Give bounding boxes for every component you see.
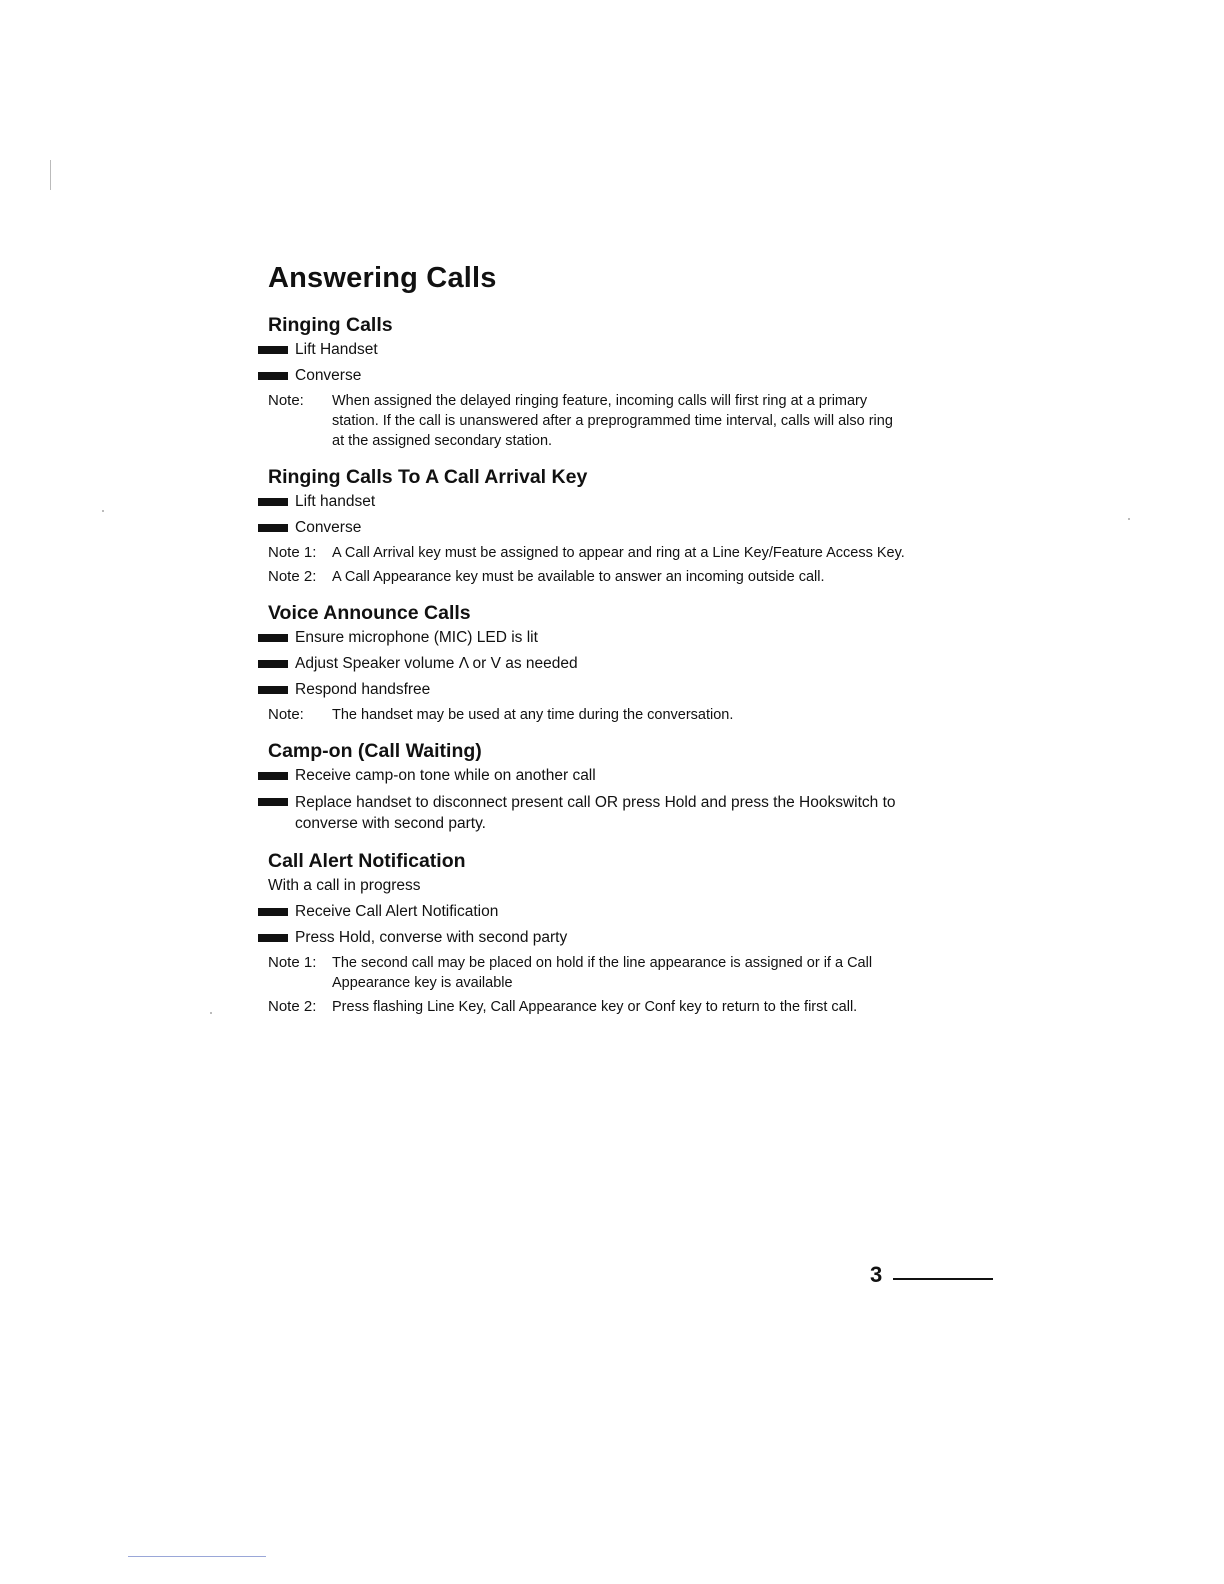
step-text: Adjust Speaker volume Λ or V as needed: [295, 655, 578, 672]
step-item: [258, 363, 908, 389]
note-text: Press flashing Line Key, Call Appearance key or Conf key to return to the first call.: [332, 999, 858, 1015]
section-ringing-calls: [258, 313, 908, 451]
note-label: Note 2:: [268, 998, 317, 1015]
step-text: Ensure microphone (MIC) LED is lit: [295, 629, 538, 646]
section-heading: Voice Announce Calls: [268, 602, 471, 624]
section-heading: Ringing Calls: [268, 314, 393, 336]
scan-speck: [50, 160, 51, 190]
note: [268, 391, 908, 451]
note-text: The handset may be used at any time during the conversation.: [332, 707, 734, 723]
step-item: [258, 899, 908, 925]
note-label: Note 1:: [268, 544, 317, 561]
step-text: Receive Call Alert Notification: [295, 903, 499, 920]
scan-speck: [210, 1012, 212, 1014]
step-item: [258, 489, 908, 515]
bullet-marker-icon: [258, 524, 288, 532]
step-item: [258, 925, 908, 951]
page-content: [258, 313, 908, 1021]
bullet-marker-icon: [258, 634, 288, 642]
step-item: [258, 337, 908, 363]
section-call-alert-notification: [258, 849, 908, 1017]
note-label: Note 2:: [268, 568, 317, 585]
page-title: Answering Calls: [268, 262, 497, 294]
note-label: Note 1:: [268, 954, 317, 971]
step-item: [258, 515, 908, 541]
note-label: Note:: [268, 706, 304, 723]
note: [268, 543, 908, 563]
section-heading: Camp-on (Call Waiting): [268, 740, 482, 762]
section-camp-on: [258, 739, 908, 837]
page-number: 3: [870, 1262, 883, 1287]
bullet-marker-icon: [258, 686, 288, 694]
step-item: [258, 789, 908, 837]
bullet-marker-icon: [258, 498, 288, 506]
scan-speck: [1128, 518, 1130, 520]
step-text: Replace handset to disconnect present call OR press Hold and press the Hookswitch to converse with second party.: [295, 794, 896, 832]
bullet-marker-icon: [258, 772, 288, 780]
page-number-rule: [893, 1278, 993, 1280]
bullet-marker-icon: [258, 908, 288, 916]
bullet-marker-icon: [258, 660, 288, 668]
note: [268, 567, 908, 587]
scan-speck: [102, 510, 104, 512]
step-item: [258, 651, 908, 677]
note-label: Note:: [268, 392, 304, 409]
bullet-marker-icon: [258, 798, 288, 806]
step-item: [258, 625, 908, 651]
note-text: The second call may be placed on hold if the line appearance is assigned or if a Call Appearance key is available: [332, 955, 873, 991]
bullet-marker-icon: [258, 372, 288, 380]
step-text: Respond handsfree: [295, 681, 431, 698]
note-text: A Call Appearance key must be available to answer an incoming outside call.: [332, 569, 825, 585]
step-item: [258, 763, 908, 789]
note-text: When assigned the delayed ringing feature, incoming calls will first ring at a primary station. If the call is unanswered after a preprogrammed time interval, calls will also ring at the assigned secondary station.: [332, 393, 893, 449]
step-item: [258, 677, 908, 703]
step-text: Receive camp-on tone while on another call: [295, 767, 596, 784]
step-text: Press Hold, converse with second party: [295, 929, 568, 946]
section-heading: Ringing Calls To A Call Arrival Key: [268, 466, 588, 488]
step-text: Lift handset: [295, 493, 376, 510]
note: [268, 705, 908, 725]
note: [268, 997, 908, 1017]
section-heading: Call Alert Notification: [268, 850, 466, 872]
step-text: Lift Handset: [295, 341, 378, 358]
bullet-marker-icon: [258, 346, 288, 354]
note-text: A Call Arrival key must be assigned to appear and ring at a Line Key/Feature Access Key.: [332, 545, 905, 561]
step-text: Converse: [295, 367, 362, 384]
intro-text: With a call in progress: [268, 877, 421, 894]
step-text: Converse: [295, 519, 362, 536]
section-call-arrival-key: [258, 465, 908, 587]
section-voice-announce-calls: [258, 601, 908, 725]
bullet-marker-icon: [258, 934, 288, 942]
note: [268, 953, 908, 993]
scan-line: [128, 1556, 266, 1557]
